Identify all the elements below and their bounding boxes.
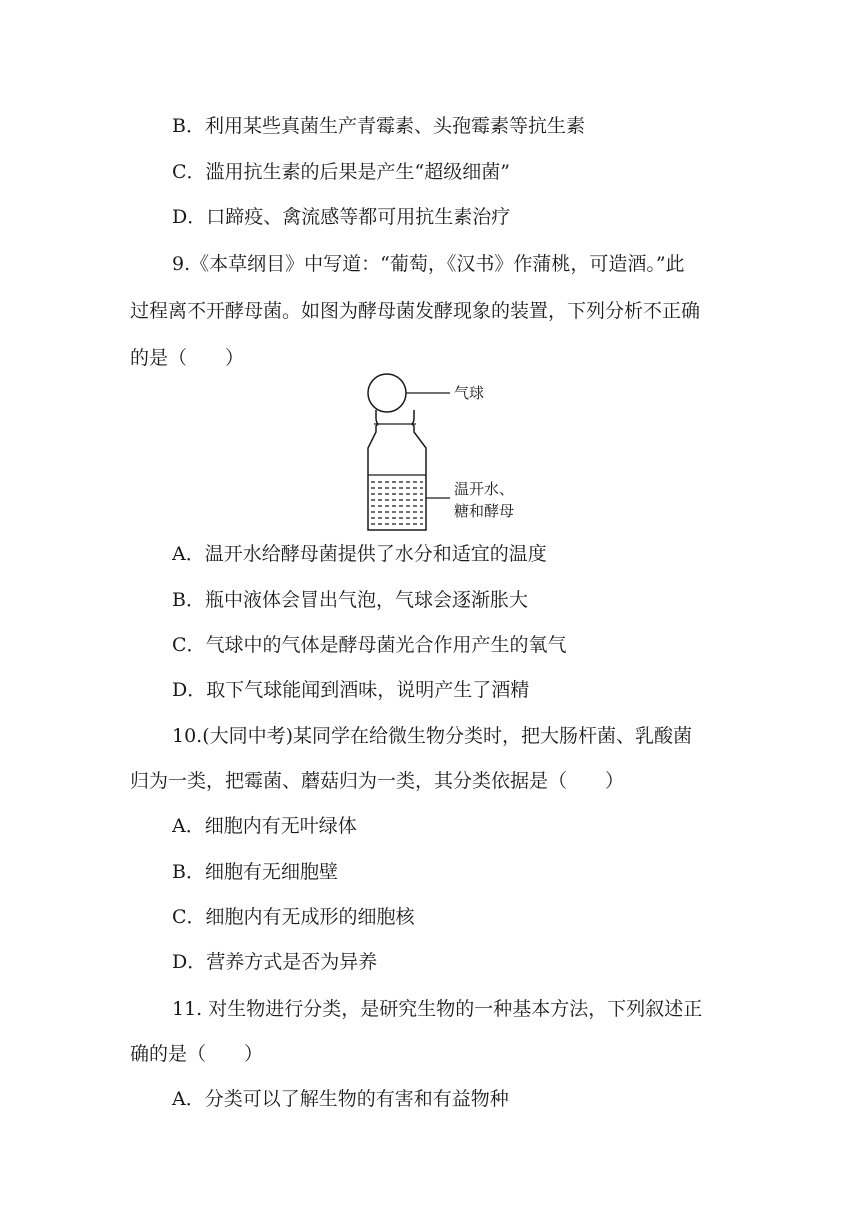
balloon-shape [368, 374, 406, 412]
q11-stem-line2: 确的是（ ） [130, 1043, 264, 1065]
yeast-fermentation-figure [360, 370, 540, 535]
q8-option-c: C．滥用抗生素的后果是产生“超级细菌” [172, 161, 510, 183]
q9-option-d: D．取下气球能闻到酒味，说明产生了酒精 [172, 679, 530, 701]
q8-option-b: B．利用某些真菌生产青霉素、头孢霉素等抗生素 [172, 115, 585, 137]
q9-stem-line3: 的是（ ） [130, 347, 245, 369]
label-balloon: 气球 [454, 384, 485, 402]
q10-option-b: B．细胞有无细胞壁 [172, 861, 338, 883]
label-liquid-line2: 糖和酵母 [454, 502, 515, 520]
q10-option-d: D．营养方式是否为异养 [172, 951, 378, 973]
q10-option-c: C．细胞内有无成形的细胞核 [172, 906, 415, 928]
q11-option-a: A．分类可以了解生物的有害和有益物种 [172, 1088, 509, 1110]
q8-option-d: D．口蹄疫、禽流感等都可用抗生素治疗 [172, 206, 511, 228]
liquid-fill [371, 482, 423, 524]
q9-stem-line1: 9.《本草纲目》中写道：“葡萄，《汉书》作蒲桃，可造酒。”此 [172, 253, 685, 275]
q9-option-c: C．气球中的气体是酵母菌光合作用产生的氧气 [172, 634, 567, 656]
label-liquid-line1: 温开水、 [454, 480, 515, 498]
q9-stem-line2: 过程离不开酵母菌。如图为酵母菌发酵现象的装置，下列分析不正确 [130, 300, 701, 322]
q11-stem-line1: 11. 对生物进行分类，是研究生物的一种基本方法，下列叙述正 [172, 998, 703, 1020]
q10-stem-line2: 归为一类，把霉菌、蘑菇归为一类，其分类依据是（ ） [130, 770, 625, 792]
q10-option-a: A．细胞内有无叶绿体 [172, 815, 357, 837]
q9-option-a: A．温开水给酵母菌提供了水分和适宜的温度 [172, 543, 547, 565]
q10-stem-line1: 10.(大同中考)某同学在给微生物分类时，把大肠杆菌、乳酸菌 [172, 725, 693, 747]
bottle-shape [368, 410, 426, 530]
q9-option-b: B．瓶中液体会冒出气泡，气球会逐渐胀大 [172, 589, 528, 611]
